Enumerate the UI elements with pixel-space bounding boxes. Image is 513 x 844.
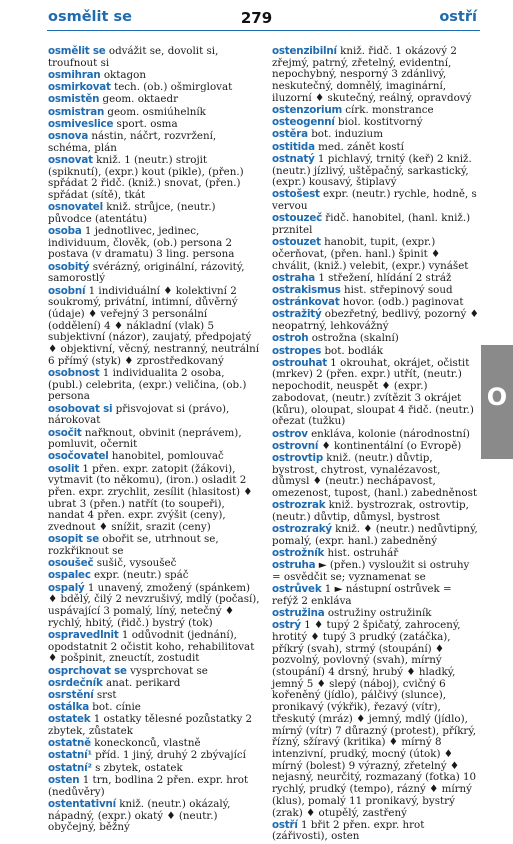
dictionary-entry (48, 404, 262, 427)
entry-definition: srst (96, 688, 117, 701)
entry-definition: hanobitel, pomlouvač (111, 450, 224, 463)
entry-headword: osrdečník (48, 676, 103, 689)
dictionary-entry (272, 285, 480, 297)
dictionary-entry (48, 690, 262, 702)
entry-headword: osmirkovat (48, 81, 111, 94)
entry-headword: ostrouhat (272, 356, 328, 369)
entry-headword: ostrý (272, 619, 301, 632)
entry-definition: hanobit, tupit, (expr.) očerňovat, (přen. hanl.) špinit ♦ chválit, (kniž.) velebit, (expr.) vynášet (272, 236, 469, 272)
entry-definition: nařknout, obvinit (neprávem), pomluvit, očernit (48, 426, 242, 451)
entry-headword: ostražitý (272, 308, 322, 321)
dictionary-entry (48, 82, 262, 94)
entry-definition: expr. (neutr.) rychle, hodně, s vervou (272, 188, 477, 213)
entry-definition: 1 střežení, hlídání 2 stráž (318, 271, 452, 284)
entry-headword: ostatně (48, 737, 91, 750)
dictionary-entry (272, 620, 480, 819)
dictionary-entry (48, 428, 262, 451)
entry-headword: ostraha (272, 271, 316, 284)
entry-headword: osteogenní (272, 116, 335, 129)
entry-definition: příd. 1 jiný, druhý 2 zbývající (95, 749, 246, 762)
entry-headword: ostropes (272, 344, 322, 357)
dictionary-entry (272, 358, 480, 428)
entry-definition: oktagon (103, 68, 146, 81)
entry-headword: osmistěn (48, 93, 100, 106)
dictionary-entry (272, 309, 480, 332)
entry-definition: sport. osma (116, 117, 178, 130)
entry-definition: obořit se, utrhnout se, rozkřiknout se (48, 533, 219, 558)
entry-definition: obezřetný, bedlivý, pozorný ♦ neopatrný, lehkovážný (272, 308, 479, 333)
entry-headword: ostentativní (48, 797, 116, 810)
entry-definition: řidč. hanobitel, (hanl. kniž.) prznitel (272, 212, 471, 237)
entry-headword: osnovatel (48, 201, 103, 214)
entry-headword: osočit (48, 426, 82, 439)
entry-definition: kniž. (neutr.) okázalý, nápadný, (expr.) okatý ♦ (neutr.) obyčejný, běžný (48, 797, 231, 834)
entry-definition: kniž. ♦ (neutr.) nedůvtipný, pomalý, (expr. hanl.) zabedněný (272, 523, 478, 547)
dictionary-entry (272, 213, 480, 236)
dictionary-entry (48, 286, 262, 368)
dictionary-entry (272, 142, 480, 154)
entry-headword: ostroh (272, 332, 309, 345)
entry-definition: med. zánět kostí (318, 140, 404, 153)
dictionary-entry (48, 131, 262, 154)
entry-headword: ostrozrak (272, 499, 326, 512)
entry-definition: bot. induzium (311, 128, 383, 141)
entry-headword: osnovat (48, 153, 93, 166)
dictionary-entry (48, 262, 262, 285)
dictionary-entry (272, 441, 480, 453)
entry-headword: osobitý (48, 260, 90, 273)
dictionary-entry (272, 154, 480, 189)
entry-definition: tech. (ob.) ošmirglovat (114, 81, 233, 94)
entry-definition: 1 pichlavý, trnitý (keř) 2 kniž. (neutr.) jízlivý, uštěpačný, sarkastický, (expr.) kousavý, štiplavý (272, 152, 472, 189)
entry-headword: ostenzibilní (272, 45, 337, 57)
running-head-right: ostří (439, 9, 477, 25)
dictionary-entry (272, 429, 480, 441)
entry-headword: ostrakismus (272, 284, 341, 297)
entry-headword: osopit se (48, 533, 99, 546)
entry-definition: 1 břit 2 přen. expr. hrot (zářivosti), osten (272, 818, 425, 843)
entry-headword: ostrovtip (272, 451, 324, 464)
entry-definition: ♦ kontinentální (o Evropě) (321, 439, 462, 452)
entry-definition: s zbytek, ostatek (95, 761, 183, 774)
page-header (0, 0, 513, 30)
left-column (48, 46, 262, 834)
right-column (272, 46, 480, 844)
entry-headword: ostouzeč (272, 212, 323, 225)
entry-headword: ostrůvek (272, 583, 322, 596)
entry-definition: 1 individualita 2 osoba, (publ.) celebrita, (expr.) veličina, (ob.) persona (48, 366, 247, 403)
dictionary-entry (272, 105, 480, 117)
entry-headword: ostruha (272, 559, 316, 572)
entry-definition: 1 ► nástupní ostrůvek = refýž 2 enkláva (272, 583, 452, 607)
dictionary-entry (272, 117, 480, 129)
entry-definition: hist. střepinový soud (343, 284, 453, 297)
dictionary-entry (272, 189, 480, 212)
dictionary-entry (48, 70, 262, 82)
dictionary-entry (48, 763, 262, 775)
entry-definition: kniž. (neutr.) důvtip, bystrost, chytrost, vynalézavost, důmysl ♦ (neutr.) nechápavost, omezenost, tupost, (hanl.) zabedněnost (272, 451, 477, 500)
running-head-left: osmělit se (48, 9, 132, 25)
entry-headword: ostálka (48, 701, 89, 714)
entry-headword: osten (48, 773, 80, 786)
entry-definition: ostrožna (skalní) (311, 332, 399, 345)
entry-definition: ► (přen.) vysloužit si ostruhy = osvědčit se; vyznamenat se (272, 559, 470, 583)
dictionary-entry (48, 799, 262, 834)
entry-headword: ostatní² (48, 761, 92, 774)
entry-definition: 1 přen. expr. zatopit (žákovi), vytmavit (to někomu), (iron.) osladit 2 přen. expr. zrychlit, zesílit (hlasitost) ♦ ubrat 3 (přen.) natřít (to soupeři), nandat 4 přen. expr. zvýšit (ceny), zvednout ♦ snížit, srazit (ceny) (48, 462, 253, 534)
entry-definition: kniž. 1 (neutr.) strojit (spiknutí), (expr.) kout (pikle), (přen.) spřádat 2 řidč. (kniž.) snovat, (přen.) spřádat (sítě), tkát (48, 153, 244, 201)
entry-headword: ostrovní (272, 439, 319, 452)
dictionary-entry (272, 46, 480, 105)
entry-headword: osobovat si (48, 402, 113, 415)
dictionary-entry (48, 678, 262, 690)
entry-headword: ospalec (48, 569, 91, 582)
entry-definition: sušič, vysoušeč (96, 557, 177, 570)
entry-definition: biol. kostitvorný (338, 116, 423, 129)
dictionary-entry (48, 155, 262, 202)
dictionary-entry (48, 46, 262, 69)
entry-headword: osnova (48, 129, 89, 142)
dictionary-entry (272, 237, 480, 272)
entry-headword: ostnatý (272, 152, 315, 165)
entry-definition: kniž. řidč. 1 okázový 2 zřejmý, patrný, zřetelný, evidentní, nepochybný, nesporný 3 zdánlivý, neskutečný, domnělý, imaginární, iluzorní ♦ skutečný, reálný, opravdový (272, 45, 472, 104)
dictionary-entry (272, 608, 480, 620)
entry-headword: osobní (48, 284, 86, 297)
dictionary-entry (48, 583, 262, 630)
thumb-tab-letter: O (486, 383, 508, 411)
entry-definition: geom. oktaedr (102, 93, 179, 106)
dictionary-entry (272, 820, 480, 843)
entry-headword: osolit (48, 462, 80, 475)
entry-headword: osrstění (48, 688, 94, 701)
entry-definition: 1 ostatky tělesné pozůstatky 2 zbytek, zůstatek (48, 713, 253, 738)
entry-headword: ostrozraký (272, 523, 332, 536)
entry-headword: ostránkovat (272, 296, 340, 309)
dictionary-entry (48, 714, 262, 737)
dictionary-entry (272, 453, 480, 500)
entry-headword: osprchovat se (48, 664, 127, 677)
entry-headword: ospravedlnit (48, 628, 119, 641)
dictionary-entry (48, 119, 262, 131)
dictionary-entry (48, 534, 262, 557)
entry-headword: ostenzorium (272, 104, 342, 117)
dictionary-entry (48, 368, 262, 403)
entry-headword: osočovatel (48, 450, 109, 463)
entry-headword: ostošest (272, 188, 320, 201)
entry-definition: kniž. bystrozrak, ostrovtip, (neutr.) důvtip, důmysl, bystrost (272, 499, 469, 523)
entry-definition: koneckonců, vlastně (94, 737, 201, 750)
entry-headword: ostří (272, 818, 298, 831)
dictionary-entry (272, 560, 480, 583)
entry-definition: přisvojovat si (právo), nárokovat (48, 402, 230, 427)
entry-definition: 1 jednotlivec, jedinec, individuum, člověk, (ob.) persona 2 postava (v dramatu) 3 ling. persona (48, 225, 235, 261)
entry-definition: vysprchovat se (130, 664, 208, 677)
dictionary-entry (48, 226, 262, 261)
entry-headword: ostružina (272, 607, 325, 620)
entry-definition: anat. perikard (105, 676, 181, 689)
dictionary-entry (272, 548, 480, 560)
dictionary-entry (272, 500, 480, 523)
entry-headword: osobnost (48, 366, 100, 379)
dictionary-entry (48, 570, 262, 582)
dictionary-entry (48, 630, 262, 665)
dictionary-entry (48, 464, 262, 534)
entry-definition: círk. monstrance (345, 104, 434, 117)
entry-headword: osmělit se (48, 45, 106, 57)
entry-headword: ospalý (48, 581, 85, 594)
dictionary-entry (272, 524, 480, 547)
dictionary-entry (48, 666, 262, 678)
header-rule (47, 30, 480, 31)
entry-headword: osmihran (48, 68, 101, 81)
entry-definition: hist. ostruhář (327, 547, 399, 560)
dictionary-entry (48, 451, 262, 463)
dictionary-entry (272, 346, 480, 358)
entry-definition: 1 trn, bodlina 2 přen. expr. hrot (nedůvěry) (48, 773, 249, 798)
entry-definition: 1 unavený, zmožený (spánkem) ♦ bdělý, čilý 2 nevzrušivý, mdlý (počasí), uspávající 3 pomalý, líný, netečný ♦ rychlý, hbitý, (řidč.) bystrý (tok) (48, 581, 260, 629)
entry-headword: ostěra (272, 128, 308, 141)
entry-headword: osmistran (48, 105, 105, 118)
entry-definition: enkláva, kolonie (národnostní) (311, 427, 470, 440)
dictionary-entry (48, 107, 262, 119)
entry-headword: ostatek (48, 713, 91, 726)
entry-definition: 1 odůvodnit (jednání), opodstatnit 2 očistit koho, rehabilitovat ♦ pošpinit, zneuctít, zostudit (48, 628, 255, 665)
entry-headword: osmiveslice (48, 117, 114, 130)
entry-definition: 1 okrouhat, okrájet, očistit (mrkev) 2 (přen. expr.) utřít, (neutr.) nepochodit, neuspět ♦ (expr.) zabodovat, (neutr.) zvítězit 3 okrájet (kůru), oloupat, sloupat 4 řidč. (neutr.) ořezat (tužku) (272, 356, 474, 428)
entry-definition: expr. (neutr.) spáč (94, 569, 189, 582)
entry-headword: ostitida (272, 140, 315, 153)
entry-headword: ostrov (272, 427, 308, 440)
entry-definition: 1 individuální ♦ kolektivní 2 soukromý, privátní, intimní, důvěrný (údaje) ♦ veřejný 3 personální (oddělení) 4 ♦ nákladní (vlak) 5 subjektivní (názor), zaujatý, předpojatý ♦ objektivní, věcný, nestranný, neutrální 6 přímý (styk) ♦ zprostředkovaný (48, 284, 260, 367)
letter-thumb-tab (481, 345, 513, 459)
entry-headword: ostouzet (272, 236, 321, 249)
dictionary-entry (272, 584, 480, 607)
entry-definition: hovor. (odb.) paginovat (342, 296, 464, 309)
entry-headword: ostrožník (272, 547, 325, 560)
entry-definition: geom. osmiúhelník (107, 105, 206, 118)
dictionary-entry (48, 775, 262, 798)
entry-definition: odvážit se, dovolit si, troufnout si (48, 45, 219, 69)
page-number: 279 (240, 9, 273, 27)
dictionary-entry (272, 129, 480, 141)
entry-definition: bot. bodlák (324, 344, 383, 357)
dictionary-entry (48, 202, 262, 225)
entry-definition: ostružiny ostružiník (327, 607, 432, 620)
entry-headword: osoušeč (48, 557, 94, 570)
entry-definition: 1 ♦ tupý 2 špičatý, zahrocený, hrotitý ♦ tupý 3 prudký (zatáčka), příkrý (svah), strmý (stoupání) ♦ pozvolný, povlovný (svah), mírný (stoupání) 4 drsný, hrubý ♦ hladký, jemný 5 ♦ slepý (náboj), cvičný 6 kořeněný (jídlo), pálčivý (slunce), pronikavý (výkřik), řezavý (vítr), třeskutý (mráz) ♦ jemný, mdlý (jídlo), mírný (vítr) 7 důrazný (protest), příkrý, řízný, sžíravý (kritika) ♦ mírný 8 intenzivní, prudký, mocný (útok) ♦ mírný (bolest) 9 výrazný, zřetelný ♦ nejasný, neurčitý, rozmazaný (fotka) 10 rychlý, prudký (tempo), rázný ♦ mírný (klus), pomalý 11 pronikavý, bystrý (zrak) ♦ otupělý, zastřený (272, 619, 477, 819)
entry-definition: nástin, náčrt, rozvržení, schéma, plán (48, 129, 217, 154)
entry-definition: kniž. strůjce, (neutr.) původce (atentátu) (48, 201, 216, 225)
entry-definition: bot. cínie (92, 701, 141, 714)
entry-headword: ostatní¹ (48, 749, 92, 762)
entry-definition: svérázný, originální, rázovitý, samorostlý (48, 260, 245, 285)
entry-headword: osoba (48, 225, 82, 238)
dictionary-entry (272, 273, 480, 285)
dictionary-entry (48, 750, 262, 762)
dictionary-entry (48, 94, 262, 106)
dictionary-entry (272, 333, 480, 345)
